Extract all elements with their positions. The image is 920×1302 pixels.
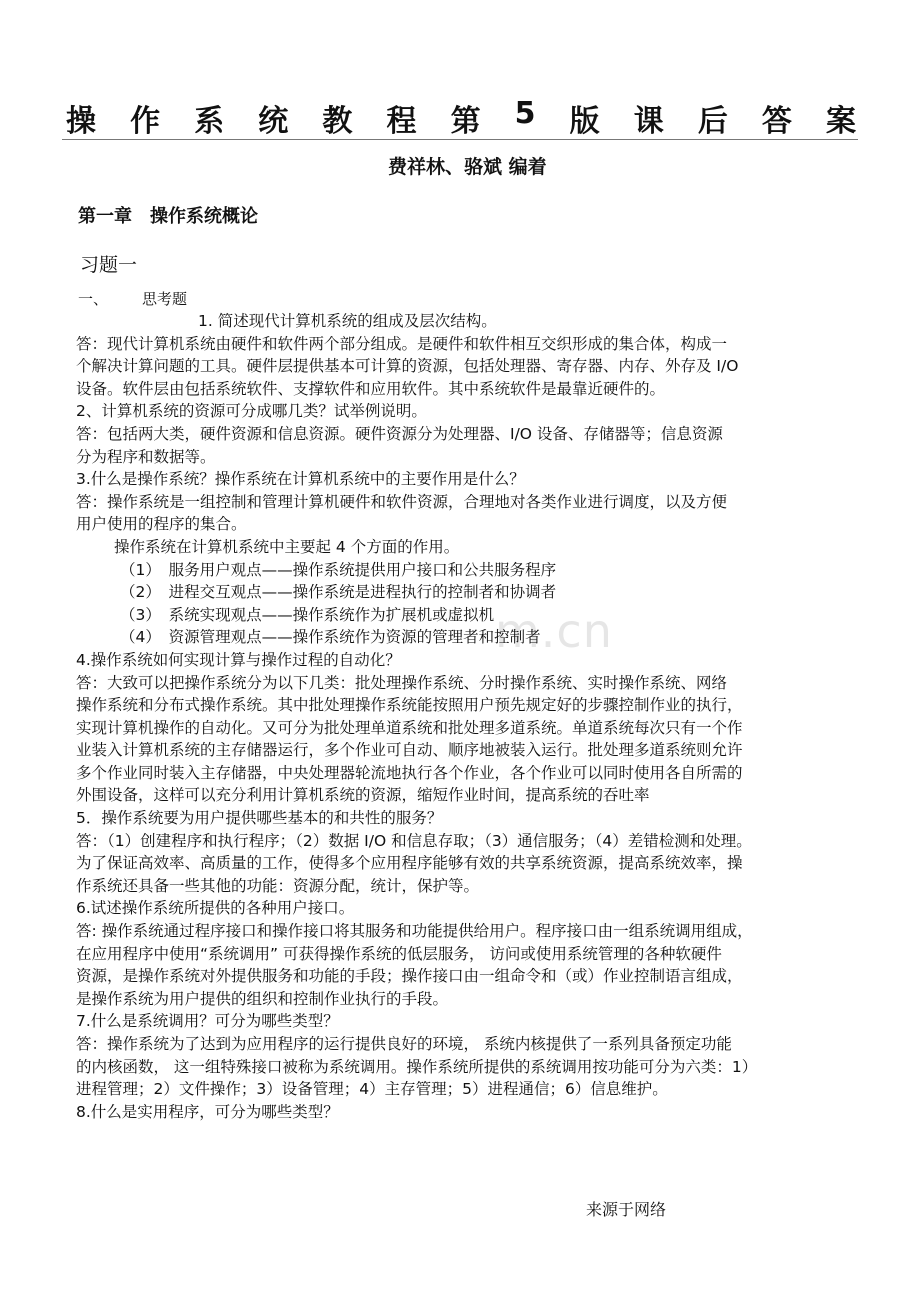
text-line: 答：操作系统是一组控制和管理计算机硬件和软件资源，合理地对各类作业进行调度，以及方便 bbox=[76, 492, 728, 511]
title-char: 版 bbox=[569, 104, 600, 139]
title-char: 教 bbox=[322, 104, 353, 139]
text-line: 7.什么是系统调用？可分为哪些类型？ bbox=[76, 1012, 339, 1031]
document-body bbox=[76, 310, 866, 1123]
text-line: 2、计算机系统的资源可分成哪几类？试举例说明。 bbox=[76, 402, 427, 421]
authors: 费祥林、骆斌 编着 bbox=[388, 156, 547, 178]
text-line: 答：包括两大类，硬件资源和信息资源。硬件资源分为处理器、I/O 设备、存储器等；信息资源 bbox=[76, 424, 723, 443]
exercise-heading: 习题一 bbox=[80, 254, 138, 276]
title-char: 后 bbox=[697, 104, 728, 139]
text-line: 答：大致可以把操作系统分为以下几类：批处理操作系统、分时操作系统、实时操作系统、网络 bbox=[76, 673, 728, 692]
text-line: 进程管理；2）文件操作；3）设备管理；4）主存管理；5）进程通信；6）信息维护。 bbox=[76, 1080, 668, 1099]
title-char: 课 bbox=[633, 104, 664, 139]
text-line: 用户使用的程序的集合。 bbox=[76, 515, 247, 534]
title-char: 案 bbox=[826, 104, 856, 139]
title-char: 作 bbox=[130, 104, 161, 139]
text-line: 分为程序和数据等。 bbox=[76, 447, 216, 466]
section-number: 一、 bbox=[78, 290, 109, 308]
title-char: 5 bbox=[514, 96, 536, 131]
text-line: 答：操作系统为了达到为应用程序的运行提供良好的环境， 系统内核提供了一系列具备预定功能 bbox=[76, 1035, 732, 1053]
title-char: 统 bbox=[258, 104, 289, 139]
text-line: 3.什么是操作系统？操作系统在计算机系统中的主要作用是什么？ bbox=[76, 470, 525, 489]
text-line: （1） 服务用户观点——操作系统提供用户接口和公共服务程序 bbox=[120, 560, 557, 579]
text-line: 设备。软件层由包括系统软件、支撑软件和应用软件。其中系统软件是最靠近硬件的。 bbox=[76, 379, 666, 398]
document-title bbox=[66, 96, 856, 140]
text-line: （3） 系统实现观点——操作系统作为扩展机或虚拟机 bbox=[120, 605, 495, 624]
text-line: 答：（1）创建程序和执行程序；（2）数据 I/O 和信息存取；（3）通信服务；（4）差错检测和处理。 bbox=[76, 831, 752, 850]
text-line: 答：现代计算机系统由硬件和软件两个部分组成。是硬件和软件相互交织形成的集合体，构成一 bbox=[76, 334, 728, 353]
text-line: （4） 资源管理观点——操作系统作为资源的管理者和控制者 bbox=[120, 628, 541, 647]
text-line: 实现计算机操作的自动化。又可分为批处理单道系统和批处理多道系统。单道系统每次只有一个作 bbox=[76, 718, 743, 737]
text-line: 为了保证高效率、高质量的工作，使得多个应用程序能够有效的共享系统资源，提高系统效率，操 bbox=[76, 854, 743, 873]
text-line: 是操作系统为用户提供的组织和控制作业执行的手段。 bbox=[76, 989, 449, 1008]
section-heading bbox=[78, 288, 187, 309]
text-line: 答: 操作系统通过程序接口和操作接口将其服务和功能提供给用户。程序接口由一组系统调用组成， bbox=[76, 922, 753, 941]
text-line: 业装入计算机系统的主存储器运行，多个作业可自动、顺序地被装入运行。批处理多道系统则允许 bbox=[76, 741, 743, 760]
text-line: 作系统还具备一些其他的功能：资源分配，统计，保护等。 bbox=[76, 876, 480, 895]
text-line: 操作系统在计算机系统中主要起 4 个方面的作用。 bbox=[114, 537, 460, 556]
title-char: 操 bbox=[66, 104, 96, 139]
text-line: 4.操作系统如何实现计算与操作过程的自动化？ bbox=[76, 650, 401, 669]
text-line: （2） 进程交互观点——操作系统是进程执行的控制者和协调者 bbox=[120, 583, 557, 602]
source-note: 来源于网络 bbox=[586, 1200, 667, 1219]
text-line: 6.试述操作系统所提供的各种用户接口。 bbox=[76, 899, 355, 918]
text-line: 在应用程序中使用“系统调用” 可获得操作系统的低层服务， 访问或使用系统管理的各种软硬件 bbox=[76, 944, 722, 963]
title-divider bbox=[62, 139, 858, 140]
text-line: 8.什么是实用程序，可分为哪些类型？ bbox=[76, 1102, 339, 1121]
text-line: 操作系统和分布式操作系统。其中批处理操作系统能按照用户预先规定好的步骤控制作业的执行， bbox=[76, 696, 743, 715]
text-line: 个解决计算问题的工具。硬件层提供基本可计算的资源，包括处理器、寄存器、内存、外存及 I/O bbox=[76, 357, 739, 376]
text-line: 多个作业同时装入主存储器，中央处理器轮流地执行各个作业，各个作业可以同时使用各自所需的 bbox=[76, 763, 743, 782]
title-char: 程 bbox=[386, 104, 417, 139]
text-line: 的内核函数， 这一组特殊接口被称为系统调用。操作系统所提供的系统调用按功能可分为六类：1） bbox=[76, 1057, 758, 1076]
text-line: 5．操作系统要为用户提供哪些基本的和共性的服务？ bbox=[76, 809, 443, 828]
text-line: 外围设备，这样可以充分利用计算机系统的资源，缩短作业时间，提高系统的吞吐率 bbox=[76, 786, 650, 805]
text-line: 资源，是操作系统对外提供服务和功能的手段；操作接口由一组命令和（或）作业控制语言组成， bbox=[76, 967, 743, 986]
title-char: 系 bbox=[194, 104, 225, 139]
watermark: m.cn bbox=[495, 604, 613, 658]
title-char: 答 bbox=[761, 104, 792, 139]
text-line: 1. 简述现代计算机系统的组成及层次结构。 bbox=[198, 312, 497, 330]
title-char: 第 bbox=[450, 104, 481, 139]
chapter-heading: 第一章 操作系统概论 bbox=[78, 206, 258, 227]
section-label: 思考题 bbox=[142, 290, 188, 308]
